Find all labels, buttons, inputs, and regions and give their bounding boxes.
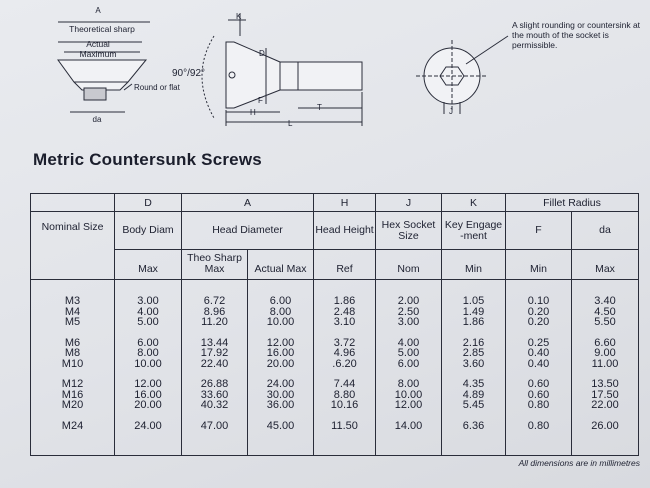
head-label-da: da (92, 115, 102, 124)
table-cell: 4.96 (333, 347, 356, 359)
value-group (506, 338, 571, 370)
table-cell: 36.00 (266, 399, 295, 411)
table-cell: M4 (64, 305, 81, 318)
page-title: Metric Countersunk Screws (33, 150, 262, 169)
head-label-a: A (95, 6, 101, 15)
table-cell: 47.00 (200, 419, 229, 432)
letter-d: D (115, 194, 182, 212)
table-cell: 2.16 (462, 336, 485, 349)
table-cell: 45.00 (266, 419, 295, 432)
table-cell: M16 (61, 388, 84, 401)
table-cell: 10.00 (394, 388, 423, 401)
screw-label-d: D (259, 49, 265, 58)
footnote: All dimensions are in millimetres (518, 458, 640, 468)
col-key (442, 280, 506, 456)
table-cell: M24 (61, 419, 84, 432)
dimensions-table (30, 193, 639, 456)
head-label-round: Round or flat (134, 83, 180, 92)
table-cell: 40.32 (200, 399, 229, 411)
value-group (31, 379, 114, 411)
table-cell: 1.86 (462, 316, 485, 328)
header-body: Body Diam (115, 212, 182, 250)
value-group (442, 296, 505, 328)
letter-blank (31, 194, 115, 212)
table-cell: 10.00 (134, 357, 162, 370)
unit-actual: Actual Max (248, 250, 314, 280)
value-group (182, 338, 247, 370)
value-group (314, 379, 375, 411)
table-cell: 5.00 (397, 347, 420, 359)
value-group (506, 379, 571, 411)
table-cell: 12.00 (134, 378, 162, 390)
table-cell: M3 (64, 295, 81, 307)
col-height (314, 280, 376, 456)
header-nominal: Nominal Size (31, 212, 115, 280)
screw-label-angle: 90°/92° (172, 68, 206, 79)
table-cell: 0.80 (527, 399, 550, 411)
table-cell: 11.50 (331, 419, 358, 432)
table-cell: 6.72 (203, 295, 226, 307)
table-cell: 33.60 (200, 388, 229, 401)
header-f: F (506, 212, 572, 250)
value-group (314, 296, 375, 328)
table-cell: 12.00 (394, 399, 423, 411)
unit-theo: Theo Sharp Max (182, 250, 248, 280)
col-size (31, 280, 115, 456)
table-cell: 8.96 (203, 305, 226, 318)
value-group (248, 338, 313, 370)
table-cell: 5.50 (594, 316, 616, 328)
table-cell: 2.85 (462, 347, 485, 359)
table-cell: 0.60 (527, 388, 550, 401)
value-group (442, 338, 505, 370)
letter-row (31, 194, 639, 212)
table-cell: 4.00 (137, 305, 159, 318)
value-group (572, 338, 638, 370)
head-section-figure (58, 22, 150, 112)
table-cell: 3.60 (462, 357, 485, 370)
head-label-actual: Actual (86, 39, 110, 49)
table-cell: 2.50 (397, 305, 420, 318)
table-cell: .6.20 (332, 357, 357, 370)
table-cell: 6.00 (397, 357, 420, 370)
header-key: Key Engage -ment (442, 212, 506, 250)
table-cell: M10 (61, 357, 84, 370)
table-cell: 16.00 (134, 388, 162, 401)
col-body (115, 280, 182, 456)
table-cell: 9.00 (594, 347, 616, 359)
table-cell: 2.48 (333, 305, 356, 318)
table-cell: 3.40 (594, 295, 616, 307)
table-cell: 30.00 (266, 388, 295, 401)
table-cell: 26.88 (200, 378, 229, 390)
table-cell: 3.72 (333, 336, 356, 349)
screw-label-f: F (258, 96, 263, 105)
table-cell: 3.10 (333, 316, 356, 328)
screw-label-t: T (317, 103, 322, 112)
value-group (248, 296, 313, 328)
unit-row (31, 250, 639, 280)
value-group (376, 338, 441, 370)
unit-hex: Nom (376, 250, 442, 280)
table-cell: 6.36 (462, 419, 485, 432)
table-cell: 3.00 (397, 316, 420, 328)
head-label-maximum: Maximum (79, 49, 117, 59)
unit-key: Min (442, 250, 506, 280)
table-cell: 0.20 (527, 316, 550, 328)
col-theo (182, 280, 248, 456)
header-height: Head Height (314, 212, 376, 250)
table-cell: 3.00 (137, 295, 159, 307)
table-cell: M12 (61, 378, 84, 390)
table-cell: 16.00 (266, 347, 295, 359)
table-cell: 0.40 (527, 347, 550, 359)
table-cell: 22.40 (200, 357, 229, 370)
table-cell: 13.44 (200, 336, 229, 349)
table-cell: 10.00 (266, 316, 295, 328)
table-cell: 0.80 (527, 419, 550, 432)
table-cell: 20.00 (134, 399, 162, 411)
header-hex: Hex Socket Size (376, 212, 442, 250)
table-cell: 24.00 (134, 419, 162, 432)
table-cell: 0.20 (527, 305, 550, 318)
table-cell: 6.00 (137, 336, 159, 349)
value-group (31, 338, 114, 370)
socket-label-j: J (449, 107, 453, 116)
value-group (572, 296, 638, 328)
unit-height: Ref (314, 250, 376, 280)
col-actual (248, 280, 314, 456)
table-cell: 5.45 (462, 399, 485, 411)
table-cell: 0.25 (527, 336, 550, 349)
table-cell: 8.80 (333, 388, 356, 401)
table-cell: 11.20 (201, 316, 228, 328)
table-cell: 4.00 (397, 336, 420, 349)
table-cell: M6 (64, 336, 81, 349)
table-cell: 6.60 (594, 336, 616, 349)
letter-fillet: Fillet Radius (506, 194, 639, 212)
table-cell: M20 (61, 399, 84, 411)
table-cell: 8.00 (269, 305, 292, 318)
table-cell: 8.00 (397, 378, 420, 390)
value-group (248, 379, 313, 411)
socket-note: A slight rounding or countersink at the mouth of the socket is permissible. (512, 20, 641, 50)
value-group (115, 296, 181, 328)
table-cell: 22.00 (591, 399, 619, 411)
table-cell: 26.00 (591, 419, 619, 432)
table-cell: 1.05 (462, 295, 485, 307)
table-cell: 0.40 (527, 357, 550, 370)
table-cell: 0.10 (527, 295, 550, 307)
header-row (31, 212, 639, 250)
value-group (115, 338, 181, 370)
socket-end-figure (416, 36, 508, 114)
table-cell: 6.00 (269, 295, 292, 307)
table-cell: 2.00 (397, 295, 420, 307)
table-cell: 10.16 (330, 399, 359, 411)
screw-label-h: H (250, 108, 256, 117)
table-cell: 1.49 (462, 305, 485, 318)
unit-body: Max (115, 250, 182, 280)
value-group (31, 296, 114, 328)
dimensions-table-wrap (30, 193, 638, 455)
table-cell: 1.86 (333, 295, 356, 307)
letter-j: J (376, 194, 442, 212)
screw-side-figure (202, 14, 362, 126)
value-group (376, 296, 441, 328)
table-cell: 17.92 (200, 347, 229, 359)
letter-h: H (314, 194, 376, 212)
letter-a: A (182, 194, 314, 212)
value-group (376, 379, 441, 411)
header-da: da (572, 212, 639, 250)
head-label-theoretical: Theoretical sharp (69, 24, 135, 34)
table-cell: 0.60 (527, 378, 550, 390)
screw-diagrams (0, 0, 650, 140)
value-group (115, 379, 181, 411)
value-group (506, 296, 571, 328)
col-f (506, 280, 572, 456)
table-cell: 4.50 (594, 305, 616, 318)
table-cell: 4.35 (462, 378, 485, 390)
table-cell: 17.50 (591, 388, 619, 401)
screw-label-l: L (288, 119, 293, 128)
screw-label-k: K (236, 12, 242, 21)
table-cell: 8.00 (137, 347, 159, 359)
table-cell: 24.00 (266, 378, 295, 390)
table-cell: M5 (64, 316, 81, 328)
letter-k: K (442, 194, 506, 212)
table-cell: 12.00 (266, 336, 295, 349)
unit-da: Max (572, 250, 639, 280)
col-da (572, 280, 639, 456)
table-cell: 13.50 (591, 378, 619, 390)
table-cell: 5.00 (137, 316, 159, 328)
value-group (442, 379, 505, 411)
col-hex (376, 280, 442, 456)
header-head: Head Diameter (182, 212, 314, 250)
value-group (182, 296, 247, 328)
data-row (31, 280, 639, 456)
table-cell: 4.89 (462, 388, 485, 401)
value-group (572, 379, 638, 411)
table-cell: M8 (64, 347, 81, 359)
unit-f: Min (506, 250, 572, 280)
value-group (182, 379, 247, 411)
table-cell: 20.00 (266, 357, 295, 370)
table-cell: 14.00 (394, 419, 423, 432)
table-cell: 7.44 (333, 378, 356, 390)
table-cell: 11.00 (591, 357, 619, 370)
value-group (314, 338, 375, 370)
